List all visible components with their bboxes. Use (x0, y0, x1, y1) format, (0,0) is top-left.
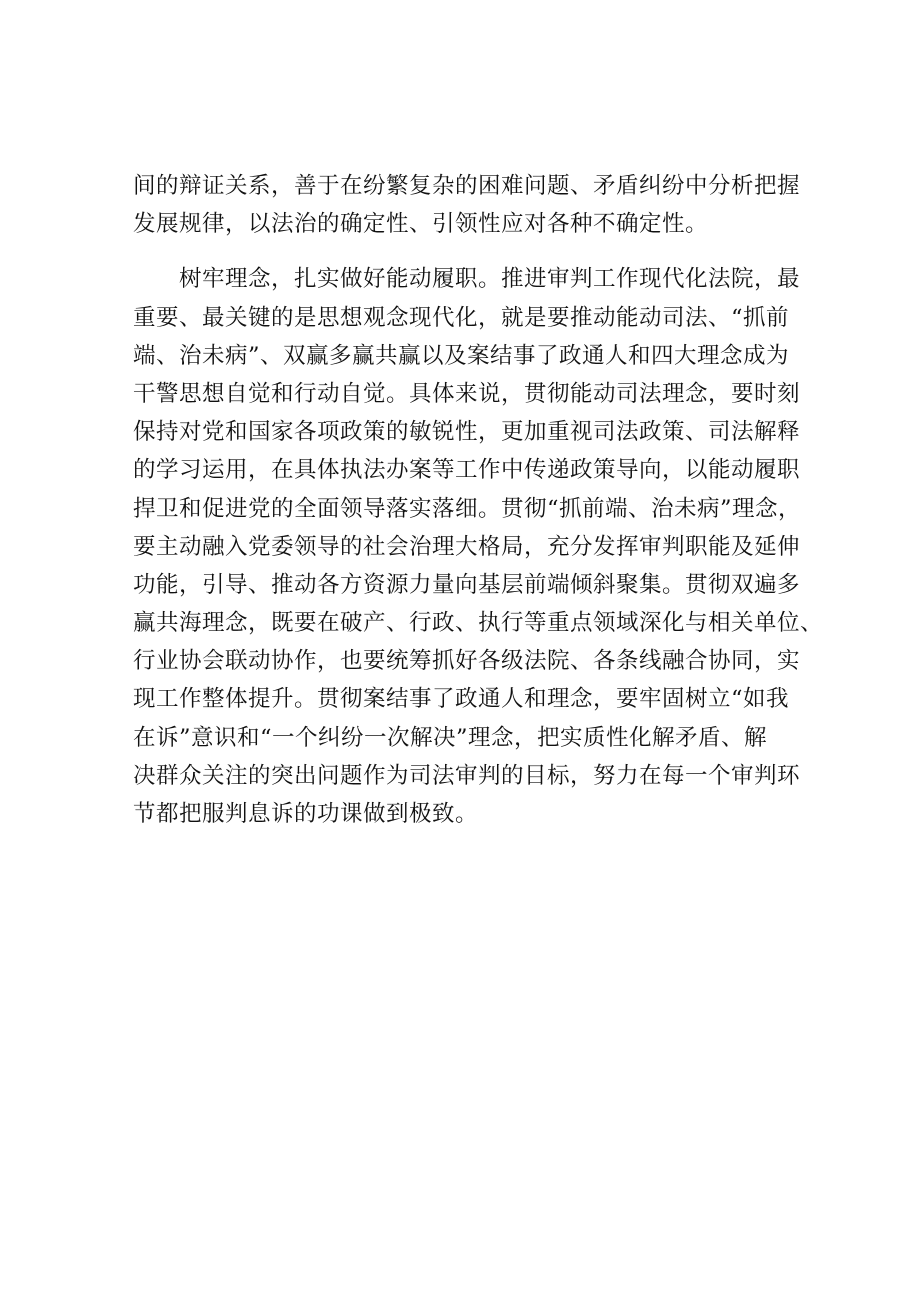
text-line: 现工作整体提升。贯彻案结事了政通人和理念，要牢固树立“如我 (133, 686, 790, 713)
text-line: 端、治未病”、双赢多赢共赢以及案结事了政通人和四大理念成为 (133, 342, 790, 369)
paragraph-2 (133, 260, 824, 833)
text-line: 赢共海理念，既要在破产、行政、执行等重点领域深化与相关单位、 (133, 610, 824, 637)
paragraph-1 (133, 167, 801, 243)
text-line: 发展规律，以法治的确定性、引领性应对各种不确定性。 (133, 211, 709, 238)
text-line: 保持对党和国家各项政策的敏锐性，更加重视司法政策、司法解释 (133, 419, 801, 446)
text-line: 功能，引导、推动各方资源力量向基层前端倾斜聚集。贯彻双遍多 (133, 571, 801, 598)
text-line: 的学习运用，在具体执法办案等工作中传递政策导向，以能动履职 (133, 457, 801, 484)
text-line: 树牢理念，扎实做好能动履职。推进审判工作现代化法院，最 (179, 266, 801, 293)
text-line: 行业协会联动协作，也要统筹抓好各级法院、各条线融合协同，实 (133, 648, 801, 675)
text-line: 重要、最关键的是思想观念现代化，就是要推动能动司法、“抓前 (133, 304, 790, 331)
body-text (133, 167, 824, 833)
paragraph-spacer (133, 243, 793, 260)
text-line: 在诉”意识和“一个纠纷一次解决”理念，把实质性化解矛盾、解 (133, 724, 768, 751)
text-line: 要主动融入党委领导的社会治理大格局，充分发挥审判职能及延伸 (133, 533, 801, 560)
text-line: 捍卫和促进党的全面领导落实落细。贯彻“抓前端、治未病”理念， (133, 495, 802, 522)
text-line: 干警思想自觉和行动自觉。具体来说，贯彻能动司法理念，要时刻 (133, 380, 801, 407)
text-line: 间的辩证关系，善于在纷繁复杂的困难问题、矛盾纠纷中分析把握 (133, 173, 801, 199)
text-line: 节都把服判息诉的功课做到极致。 (133, 801, 479, 827)
text-line: 决群众关注的突出问题作为司法审判的目标，努力在每一个审判环 (133, 762, 801, 789)
